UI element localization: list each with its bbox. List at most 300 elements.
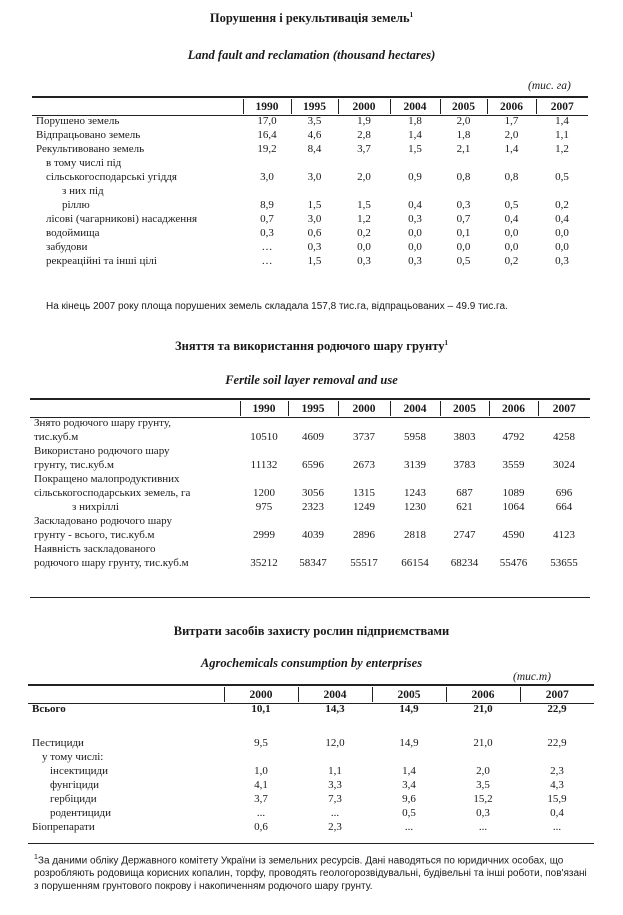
table-row <box>36 128 588 142</box>
row-label: грунту - всього, тис.куб.м <box>34 529 155 541</box>
cell-value: 4590 <box>502 529 525 541</box>
section3-header-row <box>32 687 594 702</box>
cell-value: 3,4 <box>402 779 416 791</box>
cell-value <box>520 716 594 736</box>
cell-value: ... <box>404 821 414 833</box>
cell-value: 2,0 <box>504 129 519 141</box>
table-row <box>32 750 594 764</box>
cell-value: 2,8 <box>357 129 371 141</box>
cell-value: 1,2 <box>357 213 371 225</box>
table-row <box>34 500 590 514</box>
cell-value <box>440 444 489 458</box>
cell-value: 6596 <box>302 459 324 471</box>
cell-value: 58347 <box>299 557 327 569</box>
cell-value: 68234 <box>450 557 479 569</box>
cell-value <box>240 514 288 528</box>
table-row <box>36 198 588 212</box>
cell-value: 7,3 <box>328 793 342 805</box>
section3-subtitle: Agrochemicals consumption by enterprises <box>200 656 423 670</box>
cell-value: 0,5 <box>504 199 519 211</box>
cell-value: 3056 <box>302 487 324 499</box>
cell-value: 1,8 <box>408 115 422 127</box>
row-label: Наявність заскладованого <box>34 543 156 555</box>
row-label: ріллю <box>62 199 90 211</box>
cell-value: 2747 <box>453 529 476 541</box>
cell-value: 3,7 <box>254 793 268 805</box>
cell-value: 12,0 <box>325 737 345 749</box>
cell-value: 0,3 <box>408 255 422 267</box>
cell-value: 1,5 <box>357 199 371 211</box>
cell-value: 10,1 <box>251 703 271 715</box>
cell-value: 0,0 <box>504 227 519 239</box>
cell-value: 1064 <box>502 501 525 513</box>
table-row <box>36 156 588 170</box>
cell-value <box>240 542 288 556</box>
cell-value: 0,2 <box>357 227 371 239</box>
cell-value: 1089 <box>502 487 525 499</box>
section2-title-text: Зняття та використання родючого шару грунту <box>175 339 445 354</box>
cell-value: 9,5 <box>254 737 268 749</box>
cell-value <box>224 750 298 764</box>
section2-top-rule <box>30 398 590 400</box>
cell-value <box>390 156 440 170</box>
cell-value: 2673 <box>353 459 375 471</box>
cell-value: 0,3 <box>307 241 322 253</box>
table-row <box>36 184 588 198</box>
section1-year-header: 2006 <box>487 99 536 114</box>
table-row <box>36 170 588 184</box>
cell-value <box>538 416 590 430</box>
cell-value: 0,4 <box>550 807 564 819</box>
cell-value: 4,6 <box>307 129 322 141</box>
cell-value <box>338 156 390 170</box>
cell-value: 621 <box>456 501 473 513</box>
row-label: Біопрепарати <box>32 821 95 833</box>
cell-value <box>291 184 338 198</box>
cell-value: ... <box>330 807 340 819</box>
cell-value <box>440 416 489 430</box>
cell-value <box>298 750 372 764</box>
cell-value <box>489 542 538 556</box>
cell-value <box>243 156 291 170</box>
section1-year-header: 2005 <box>440 99 487 114</box>
cell-value: 2,0 <box>357 171 371 183</box>
cell-value: 8,9 <box>260 199 274 211</box>
cell-value: 0,6 <box>307 227 322 239</box>
cell-value: 3737 <box>353 431 375 443</box>
cell-value: 1,4 <box>504 143 519 155</box>
cell-value: 1,5 <box>307 199 322 211</box>
cell-value: 14,3 <box>325 703 345 715</box>
table-row <box>32 820 594 834</box>
cell-value <box>291 156 338 170</box>
cell-value: 1,5 <box>307 255 322 267</box>
row-label: інсектициди <box>50 765 108 777</box>
row-label: Пестициди <box>32 737 84 749</box>
cell-value: 1315 <box>353 487 375 499</box>
section3-year-header: 2004 <box>298 687 372 702</box>
table-row <box>36 142 588 156</box>
row-label: сільськогосподарських земель, га <box>34 487 191 499</box>
cell-value <box>487 156 536 170</box>
cell-value <box>338 472 390 486</box>
cell-value: 4,3 <box>550 779 564 791</box>
cell-value: 53655 <box>550 557 578 569</box>
row-label: лісові (чагарникові) насадження <box>46 213 198 225</box>
table-row <box>34 556 590 570</box>
cell-value: 0,0 <box>357 241 371 253</box>
section2-bottom-rule <box>30 597 590 598</box>
cell-value: 975 <box>255 501 273 513</box>
cell-value: 15,9 <box>547 793 567 805</box>
cell-value: 0,0 <box>555 227 569 239</box>
cell-value: 1,7 <box>504 115 519 127</box>
cell-value: 0,7 <box>260 213 274 225</box>
row-label: гербіциди <box>50 793 97 805</box>
cell-value: 21,0 <box>473 737 493 749</box>
table-row <box>36 226 588 240</box>
cell-value: 0,0 <box>504 241 519 253</box>
cell-value: 0,0 <box>408 227 422 239</box>
cell-value: 0,3 <box>357 255 371 267</box>
cell-value: 0,4 <box>408 199 422 211</box>
cell-value <box>372 750 446 764</box>
section1-year-header: 2000 <box>338 99 390 114</box>
cell-value: 3783 <box>453 459 476 471</box>
cell-value: 687 <box>456 487 473 499</box>
section3-year-header: 2000 <box>224 687 298 702</box>
row-label: з них під <box>62 185 104 197</box>
cell-value <box>240 444 288 458</box>
cell-value <box>288 472 338 486</box>
row-label: сільськогосподарські угіддя <box>46 171 177 183</box>
cell-value: 1,4 <box>555 115 569 127</box>
cell-value: 22,9 <box>547 737 567 749</box>
cell-value: 0,2 <box>504 255 519 267</box>
section1-title-text: Порушення і рекультивація земель <box>209 11 410 26</box>
cell-value: 55517 <box>350 557 378 569</box>
cell-value: 1,4 <box>408 129 422 141</box>
cell-value <box>446 750 520 764</box>
cell-value: 0,3 <box>555 255 569 267</box>
section3-unit: (тис.т) <box>513 671 551 683</box>
cell-value: 55476 <box>499 557 528 569</box>
section1-header-row <box>36 99 588 114</box>
cell-value: 0,6 <box>254 821 268 833</box>
cell-value: 0,4 <box>555 213 569 225</box>
table-row <box>36 254 588 268</box>
table-row <box>32 778 594 792</box>
cell-value: 15,2 <box>473 793 493 805</box>
cell-value <box>390 514 440 528</box>
table-row <box>32 702 594 716</box>
cell-value: 4792 <box>502 431 525 443</box>
cell-value: 3,5 <box>476 779 490 791</box>
cell-value: 14,9 <box>399 737 419 749</box>
cell-value <box>288 542 338 556</box>
cell-value: 2818 <box>404 529 426 541</box>
cell-value: 35212 <box>250 557 278 569</box>
cell-value: 14,9 <box>399 703 419 715</box>
row-label: в тому числі під <box>46 157 122 169</box>
cell-value <box>390 416 440 430</box>
cell-value: 3,0 <box>307 213 322 225</box>
row-label: Покращено малопродуктивних <box>34 473 180 485</box>
cell-value: 0,4 <box>504 213 519 225</box>
section3-top-rule <box>28 684 594 686</box>
section2-table <box>34 401 590 570</box>
cell-value: 1,2 <box>555 143 569 155</box>
cell-value: 2,0 <box>456 115 471 127</box>
cell-value: 1,0 <box>254 765 268 777</box>
cell-value <box>489 514 538 528</box>
table-row <box>34 416 590 430</box>
section1-note: На кінець 2007 року площа порушених земель складала 157,8 тис.га, відпрацьованих – 49.9 тис.га. <box>46 301 508 312</box>
footnote-mark: 1 <box>34 854 38 861</box>
cell-value: 1,5 <box>408 143 422 155</box>
footnote-text: За даними обліку Державного комітету України із земельних ресурсів. Дані наводяться по юридичних особах, що розробляють родовища корисних копалин, торфу, проводять геологорозвідувальні, будівельні та інші роботи, пов'язані з порушенням грунтового покрову і накопиченням родючого шару грунту. <box>34 855 587 893</box>
row-label: Всього <box>32 703 66 715</box>
cell-value: 0,7 <box>456 213 471 225</box>
cell-value <box>298 716 372 736</box>
table-row <box>32 792 594 806</box>
cell-value <box>520 750 594 764</box>
cell-value: 0,3 <box>260 227 274 239</box>
cell-value <box>538 514 590 528</box>
cell-value: 664 <box>555 501 573 513</box>
cell-value: 21,0 <box>473 703 493 715</box>
section2-year-header: 2004 <box>390 401 440 416</box>
section2-year-header: 1990 <box>240 401 288 416</box>
row-label: Знято родючого шару грунту, <box>34 417 171 429</box>
cell-value: 1,4 <box>402 765 416 777</box>
cell-value <box>288 444 338 458</box>
table-row <box>34 444 590 458</box>
cell-value <box>440 514 489 528</box>
cell-value: 0,9 <box>408 171 422 183</box>
cell-value: 11132 <box>250 459 278 471</box>
cell-value: 0,8 <box>504 171 519 183</box>
cell-value <box>338 416 390 430</box>
section3-year-header: 2005 <box>372 687 446 702</box>
cell-value <box>538 472 590 486</box>
cell-value: 0,0 <box>408 241 422 253</box>
cell-value: 17,0 <box>257 115 277 127</box>
section1-table <box>36 99 588 268</box>
cell-value: 10510 <box>250 431 278 443</box>
row-label: Відпрацьовано земель <box>36 129 141 141</box>
table-row <box>32 764 594 778</box>
cell-value: … <box>261 255 273 267</box>
cell-value: ... <box>478 821 488 833</box>
row-label: з нихріллі <box>72 501 119 513</box>
cell-value: ... <box>256 807 266 819</box>
cell-value: 1,1 <box>555 129 569 141</box>
section3-header-rule <box>28 703 594 704</box>
cell-value: 0,2 <box>555 199 569 211</box>
section2-year-header: 2007 <box>538 401 590 416</box>
cell-value: 3139 <box>404 459 426 471</box>
cell-value: 4609 <box>302 431 324 443</box>
cell-value: 3,0 <box>307 171 322 183</box>
cell-value <box>240 416 288 430</box>
section1-subtitle: Land fault and reclamation (thousand hectares) <box>187 48 436 62</box>
table-row <box>36 114 588 128</box>
row-label: Рекультивовано земель <box>36 143 145 155</box>
cell-value: 3559 <box>502 459 525 471</box>
table-row <box>36 240 588 254</box>
section2-title <box>0 339 623 354</box>
cell-value <box>224 716 298 736</box>
row-label: родентициди <box>50 807 111 819</box>
footnote <box>34 851 594 893</box>
table-row <box>34 542 590 556</box>
cell-value: 2999 <box>253 529 275 541</box>
cell-value <box>338 444 390 458</box>
section1-year-header: 1995 <box>291 99 338 114</box>
cell-value: 0,5 <box>402 807 416 819</box>
section1-top-rule <box>32 96 588 98</box>
row-label <box>32 716 224 736</box>
cell-value: 2,0 <box>476 765 490 777</box>
section2-year-header: 2005 <box>440 401 489 416</box>
cell-value: 3,0 <box>260 171 274 183</box>
cell-value: 1,1 <box>328 765 342 777</box>
row-label: родючого шару грунту, тис.куб.м <box>34 557 189 569</box>
cell-value: 0,3 <box>476 807 490 819</box>
section1-year-header: 2004 <box>390 99 440 114</box>
table-row <box>34 458 590 472</box>
cell-value: 1200 <box>253 487 275 499</box>
cell-value: 4,1 <box>254 779 268 791</box>
cell-value <box>372 716 446 736</box>
cell-value: 22,9 <box>547 703 567 715</box>
table-row <box>32 806 594 820</box>
cell-value: 1249 <box>353 501 375 513</box>
cell-value <box>288 514 338 528</box>
section2-year-header: 2000 <box>338 401 390 416</box>
row-label: тис.куб.м <box>34 431 79 443</box>
row-label: рекреаційні та інші цілі <box>46 255 157 267</box>
cell-value: 0,3 <box>408 213 422 225</box>
cell-value: 1230 <box>404 501 426 513</box>
section1-year-header: 1990 <box>243 99 291 114</box>
table-row <box>34 528 590 542</box>
cell-value: 9,6 <box>402 793 416 805</box>
cell-value: 0,0 <box>456 241 471 253</box>
cell-value: 3,7 <box>357 143 371 155</box>
section2-year-header: 2006 <box>489 401 538 416</box>
section3-table <box>32 687 594 834</box>
cell-value <box>536 156 588 170</box>
cell-value: 4123 <box>553 529 575 541</box>
cell-value <box>338 184 390 198</box>
row-label: грунту, тис.куб.м <box>34 459 114 471</box>
section1-header-rule <box>32 115 588 116</box>
cell-value <box>288 416 338 430</box>
cell-value: 2896 <box>353 529 375 541</box>
cell-value <box>390 472 440 486</box>
cell-value <box>536 184 588 198</box>
section1-title <box>0 11 623 26</box>
cell-value <box>440 156 487 170</box>
cell-value: 4039 <box>302 529 324 541</box>
section3-title: Витрати засобів захисту рослин підприємствами <box>173 624 450 638</box>
cell-value: 2,1 <box>456 143 471 155</box>
cell-value: 1243 <box>404 487 426 499</box>
cell-value: 1,9 <box>357 115 371 127</box>
cell-value: 0,1 <box>456 227 471 239</box>
cell-value: 696 <box>555 487 573 499</box>
cell-value <box>338 542 390 556</box>
section3-year-header: 2007 <box>520 687 594 702</box>
cell-value <box>243 184 291 198</box>
cell-value: 2323 <box>302 501 324 513</box>
cell-value <box>489 416 538 430</box>
section2-subtitle: Fertile soil layer removal and use <box>225 373 398 387</box>
cell-value: 1,8 <box>456 129 471 141</box>
cell-value: 4258 <box>553 431 575 443</box>
cell-value: 0,0 <box>555 241 569 253</box>
row-label: Порушено земель <box>36 115 120 127</box>
cell-value <box>440 542 489 556</box>
cell-value: 16,4 <box>257 129 277 141</box>
cell-value: 3,5 <box>307 115 322 127</box>
cell-value <box>538 444 590 458</box>
cell-value: 2,3 <box>550 765 564 777</box>
section2-title-footnote-mark: 1 <box>444 339 448 347</box>
section2-header-row <box>34 401 590 416</box>
section2-header-rule <box>30 417 590 418</box>
cell-value: 2,3 <box>328 821 342 833</box>
section1-year-header: 2007 <box>536 99 588 114</box>
cell-value <box>487 184 536 198</box>
table-row <box>34 486 590 500</box>
row-label: Заскладовано родючого шару <box>34 515 172 527</box>
cell-value <box>489 444 538 458</box>
cell-value <box>538 542 590 556</box>
row-label: Використано родючого шару <box>34 445 170 457</box>
cell-value: 3024 <box>553 459 575 471</box>
cell-value <box>240 472 288 486</box>
cell-value: 8,4 <box>307 143 322 155</box>
cell-value <box>338 514 390 528</box>
cell-value <box>440 472 489 486</box>
cell-value <box>446 716 520 736</box>
table-row <box>34 514 590 528</box>
cell-value: 0,3 <box>456 199 471 211</box>
cell-value: 66154 <box>401 557 429 569</box>
cell-value: 5958 <box>404 431 426 443</box>
cell-value: 0,5 <box>555 171 569 183</box>
section1-unit: (тис. га) <box>528 80 571 92</box>
section3-bottom-rule <box>28 843 594 844</box>
cell-value <box>390 444 440 458</box>
cell-value <box>390 542 440 556</box>
cell-value: 19,2 <box>257 143 277 155</box>
cell-value <box>440 184 487 198</box>
table-row <box>32 716 594 736</box>
cell-value <box>489 472 538 486</box>
cell-value: ... <box>552 821 562 833</box>
table-row <box>36 212 588 226</box>
table-row <box>34 472 590 486</box>
cell-value: … <box>261 241 273 253</box>
cell-value: 0,5 <box>456 255 471 267</box>
row-label: забудови <box>46 241 88 253</box>
section1-title-footnote-mark: 1 <box>409 11 414 19</box>
cell-value: 0,8 <box>456 171 471 183</box>
